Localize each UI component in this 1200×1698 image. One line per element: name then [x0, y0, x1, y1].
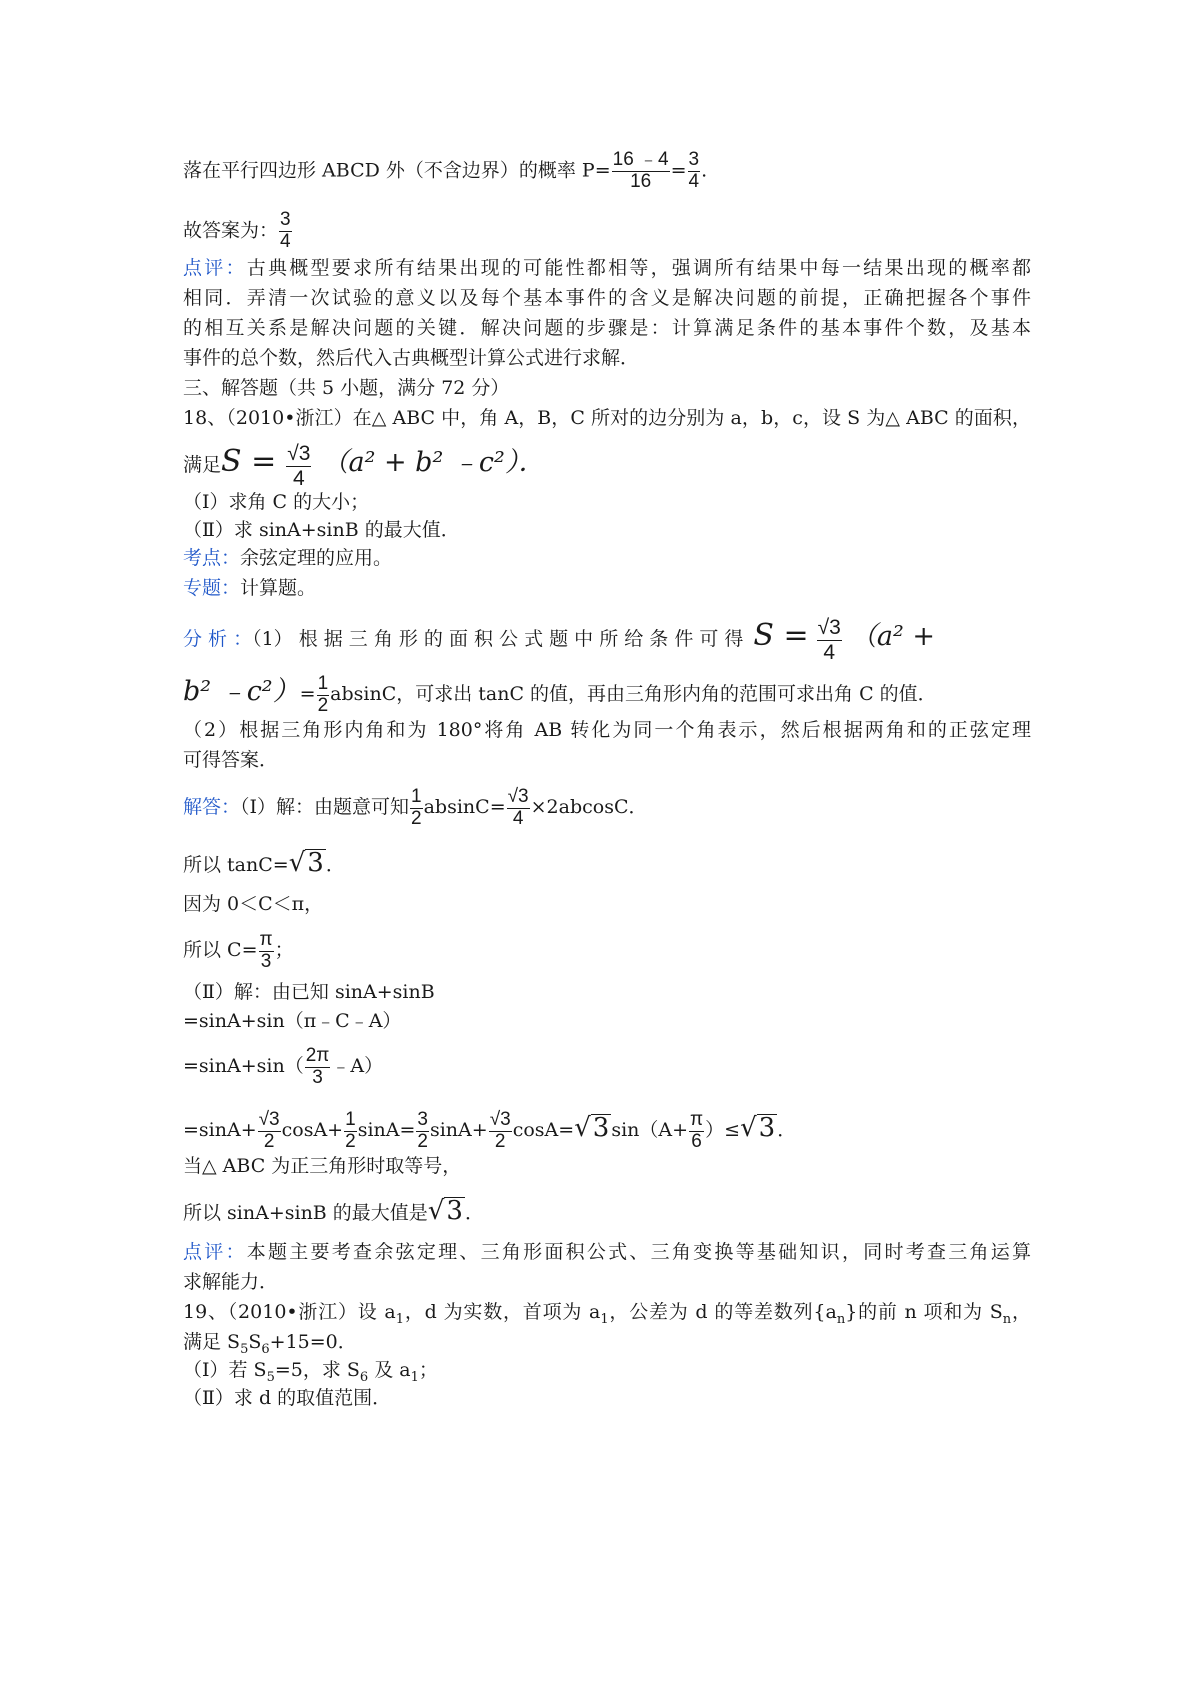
- subscript: 1: [410, 1369, 419, 1385]
- fraction-numerator: π: [690, 1108, 704, 1130]
- sqrt-icon: √: [427, 1196, 445, 1226]
- radicand: 3: [592, 1113, 610, 1143]
- kaodian-text: 余弦定理的应用。: [240, 547, 393, 569]
- analysis-text: （1） 根 据 三 角 形 的 面 积 公 式 题 中 所 给 条 件 可 得: [252, 628, 744, 650]
- fraction-denominator: 2: [345, 1130, 356, 1152]
- radicand: 3: [307, 848, 324, 878]
- solution-line-2: [183, 846, 345, 880]
- solution-line-8: [183, 1104, 796, 1152]
- question-18-stem: 18、（2010•浙江）在△ ABC 中，角 A，B，C 所对的边分别为 a，b，c，设 S 为△ ABC 的面积，: [183, 407, 1031, 429]
- expr-part: sinA+: [429, 1119, 488, 1141]
- fraction-denominator: 3: [260, 950, 272, 972]
- solution-line-10: [183, 1194, 484, 1228]
- two-pi-over-3-fraction: [305, 1046, 331, 1089]
- fraction-numerator: √3: [507, 785, 529, 807]
- fraction-denominator: 4: [512, 807, 524, 829]
- zhuanti-text: 计算题。: [240, 577, 317, 599]
- subscript: 5: [240, 1341, 249, 1357]
- analysis-line-3: （2）根据三角形内角和为 180°将角 AB 转化为同一个角表示，然后根据两角和的正弦定理: [183, 719, 1031, 741]
- fraction-numerator: √3: [258, 1108, 280, 1130]
- zhuanti-tag: 专题：: [183, 577, 241, 599]
- fraction-numerator: √3: [287, 442, 311, 466]
- answer-label: 故答案为：: [183, 219, 279, 242]
- subscript: n: [1002, 1311, 1012, 1327]
- subscript: 1: [395, 1311, 405, 1327]
- sqrt3-over-4-fraction: [507, 787, 530, 830]
- fraction-denominator: 4: [688, 170, 700, 192]
- question-19-part-2: （Ⅱ）求 d 的取值范围．: [183, 1387, 392, 1409]
- solution-line-7: [183, 1044, 383, 1088]
- solution-text-post: ﹣A）: [331, 1055, 384, 1077]
- q19-text: 及 a: [368, 1359, 411, 1381]
- fraction: [489, 1110, 512, 1153]
- solution-text: =sinA+sin（: [183, 1055, 304, 1077]
- half-fraction: [410, 787, 423, 830]
- fraction-denominator: 4: [293, 466, 305, 490]
- solution-line-5: （Ⅱ）解：由已知 sinA+sinB: [183, 981, 435, 1003]
- answer-fraction: [279, 210, 292, 253]
- kaodian-tag: 考点：: [183, 547, 241, 569]
- tanc-text: 所以 tanC=: [183, 854, 289, 876]
- question-18-formula: [183, 436, 545, 488]
- q19-text: S: [248, 1331, 262, 1353]
- expr-part: sinA=: [357, 1119, 416, 1141]
- fraction-numerator: 3: [280, 209, 291, 230]
- sqrt-icon: √: [288, 848, 306, 878]
- equals-sign: =: [670, 159, 687, 182]
- q19-text: 19、（2010•浙江）设 a: [183, 1301, 396, 1323]
- comment2-line-1: [183, 1240, 1031, 1264]
- comment-tag: 点评：: [183, 1241, 247, 1263]
- q19-text: （Ⅰ）若 S: [183, 1359, 267, 1381]
- solution-line-3: 因为 0＜C＜π，: [183, 893, 324, 915]
- solution-text: （Ⅰ）解：由题意可知: [240, 796, 410, 818]
- question-18-part-2: （Ⅱ）求 sinA+sinB 的最大值．: [183, 519, 460, 541]
- fraction-numerator: 1: [345, 1108, 356, 1130]
- analysis-line-4: 可得答案．: [183, 749, 279, 771]
- fraction-numerator: 1: [317, 672, 329, 694]
- fraction-denominator: 4: [280, 230, 291, 252]
- q19-text: ，d 为实数，首项为 a: [404, 1301, 601, 1323]
- q19-text: +15=0．: [269, 1331, 357, 1353]
- fraction-numerator: 2π: [305, 1044, 330, 1066]
- solution-line-4: [183, 928, 294, 972]
- fraction-denominator: 3: [312, 1066, 323, 1088]
- sqrt-icon: √: [740, 1113, 757, 1143]
- fraction: [344, 1110, 357, 1153]
- equals-sign: =: [299, 683, 316, 705]
- solution-text-mid: absinC=: [423, 796, 506, 818]
- period: ．: [464, 1202, 484, 1224]
- kaodian-line: [183, 546, 392, 570]
- comment-line-2: 相同．弄清一次试验的意义以及每个基本事件的含义是解决问题的前提，正确把握各个事件: [183, 287, 1031, 309]
- half-fraction: [317, 674, 330, 717]
- expr-part: ）≤: [705, 1119, 741, 1141]
- answer-line: [183, 210, 293, 253]
- fraction-numerator: 3: [417, 1108, 428, 1130]
- subscript: 6: [359, 1369, 369, 1385]
- radicand: 3: [758, 1113, 776, 1143]
- subscript: 1: [600, 1311, 609, 1327]
- fraction-denominator: 16: [630, 170, 652, 192]
- formula-s: S =: [221, 444, 277, 479]
- analysis-tag: 分 析 ：: [183, 628, 253, 650]
- comment-line-3: 的相互关系是解决问题的关键．解决问题的步骤是：计算满足条件的基本事件个数，及基本: [183, 317, 1031, 339]
- q19-text: =5，求 S: [274, 1359, 360, 1381]
- solution-text-post: ×2abcosC．: [530, 796, 648, 818]
- fraction-denominator: 6: [691, 1130, 702, 1152]
- fraction-denominator: 2: [417, 1130, 428, 1152]
- formula-fraction: [817, 616, 842, 663]
- fraction-denominator: 2: [317, 694, 329, 716]
- fraction-numerator: 3: [688, 149, 700, 170]
- fraction-numerator: 16 ﹣4: [612, 149, 669, 170]
- fraction-denominator: 2: [263, 1130, 275, 1152]
- formula-fraction: [286, 442, 311, 489]
- q19-text: 满足 S: [183, 1331, 241, 1353]
- solution-line-6: =sinA+sin（π﹣C﹣A）: [183, 1010, 402, 1032]
- fraction-denominator: 2: [494, 1130, 506, 1152]
- fraction-numerator: √3: [489, 1108, 511, 1130]
- analysis-line-1: [183, 610, 1031, 662]
- question-18-part-1: （Ⅰ）求角 C 的大小；: [183, 491, 370, 513]
- comment-text: 本题主要考查余弦定理、三角形面积公式、三角变换等基础知识，同时考查三角运算: [246, 1241, 1031, 1263]
- subscript: 6: [261, 1341, 270, 1357]
- zhuanti-line: [183, 576, 316, 600]
- semicolon: ；: [274, 939, 294, 961]
- analysis-text-2: absinC，可求出 tanC 的值，再由三角形内角的范围可求出角 C 的值．: [330, 683, 937, 705]
- satisfy-label: 满足: [183, 454, 222, 476]
- formula-continued: b² ﹣c²）: [183, 676, 300, 707]
- fraction-numerator: π: [259, 928, 273, 950]
- fraction: [416, 1110, 429, 1153]
- question-19-stem: [183, 1300, 1031, 1332]
- q19-text: ，: [1011, 1301, 1031, 1323]
- formula-rest: （a² +: [849, 621, 935, 652]
- pi-over-6-fraction: [689, 1110, 704, 1153]
- subscript: 5: [266, 1369, 275, 1385]
- pi-over-3-fraction: [259, 930, 274, 973]
- solution-tag: 解答：: [183, 796, 241, 818]
- section-heading: 三、解答题（共 5 小题，满分 72 分）: [183, 377, 510, 399]
- solution-line-1: [183, 785, 648, 829]
- expr-part: cosA=: [512, 1119, 575, 1141]
- q19-text: ，公差为 d 的等差数列{a: [608, 1301, 837, 1323]
- solution-text: 所以 sinA+sinB 的最大值是: [183, 1202, 428, 1224]
- period: ．: [325, 854, 345, 876]
- fraction: [258, 1110, 281, 1153]
- probability-line: [183, 150, 707, 193]
- radicand: 3: [446, 1196, 463, 1226]
- fraction-16-4-over-16: [612, 150, 670, 193]
- period: .: [701, 159, 708, 182]
- comment-line-1: [183, 256, 1031, 280]
- fraction-denominator: 4: [823, 640, 836, 664]
- formula-s: S =: [753, 618, 809, 653]
- expr-part: sin（A+: [611, 1119, 689, 1141]
- comment-tag: 点评：: [183, 257, 247, 279]
- comment-text: 古典概型要求所有结果出现的可能性都相等，强调所有结果中每一结果出现的概率都: [246, 257, 1031, 279]
- fraction-numerator: √3: [817, 616, 841, 640]
- sqrt-icon: √: [574, 1113, 591, 1143]
- expr-part: =sinA+: [183, 1119, 257, 1141]
- analysis-line-2: [183, 668, 937, 716]
- expr-part: cosA+: [281, 1119, 344, 1141]
- comment2-line-2: 求解能力．: [183, 1271, 279, 1293]
- formula-rest: （a² + b² ﹣c²）．: [321, 447, 546, 478]
- solution-line-9: 当△ ABC 为正三角形时取等号，: [183, 1155, 462, 1177]
- subscript: n: [836, 1311, 846, 1327]
- probability-text: 落在平行四边形 ABCD 外（不含边界）的概率 P=: [183, 159, 611, 182]
- period: ．: [777, 1119, 797, 1141]
- fraction-3-over-4: [688, 150, 701, 193]
- c-equals-text: 所以 C=: [183, 939, 258, 961]
- q19-text: }的前 n 项和为 S: [845, 1301, 1003, 1323]
- fraction-denominator: 2: [411, 807, 422, 829]
- q19-text: ；: [418, 1359, 438, 1381]
- comment-line-4: 事件的总个数，然后代入古典概型计算公式进行求解．: [183, 347, 640, 369]
- fraction-numerator: 1: [411, 785, 422, 807]
